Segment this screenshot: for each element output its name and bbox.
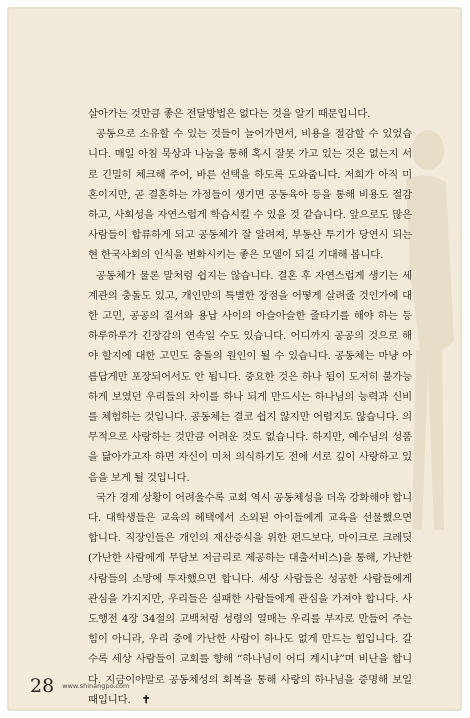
paragraph: 공동으로 소유할 수 있는 것들이 늘어가면서, 비용을 절감할 수 있었습니다. 매일 아침 묵상과 나눔을 통해 혹시 잘못 가고 있는 것은 없는지 서로 긴밀히 체크해 주어, 바른 선택을 하도록 도와줍니다. 저희가 아직 미혼이지만, 곧 결혼하는 가정들이 생기면 공동육아 등을 통해 비용도 절감하고, 사회성을 자연스럽게 학습시킬 수 있을 것 같습니다. 앞으로도 많은 사람들이 합류하게 되고 공동체가 잘 알려져, 부동산 투기가 당연시 되는 현 한국사회의 인식을 변화시키는 좋은 모델이 되길 기대해 봅니다. (88, 128, 412, 262)
cross-end-mark: ✝ (141, 693, 151, 706)
paragraph: 살아가는 것만큼 좋은 전달방법은 없다는 것을 알기 때문입니다. (88, 108, 371, 120)
paragraph: 공동체가 물론 말처럼 쉽지는 않습니다. 결혼 후 자연스럽게 생기는 세계관의 충돌도 있고, 개인만의 특별한 장점을 어떻게 살려줄 것인가에 대한 고민, 공공의 질서와 용납 사이의 아슬아슬한 줄타기를 해야 하는 등 하루하루가 긴장감의 연속일 수도 있습니다. 어디까지 공공의 것으로 해야 할지에 대한 고민도 충돌의 원인이 될 수 있습니다. 공동체는 마냥 아름답게만 포장되어서도 안 됩니다. 중요한 것은 하나 됨이 도저히 불가능하게 보였던 우리들의 차이를 하나 되게 만드시는 하나님의 능력과 신비를 체험하는 것입니다. 공동체는 결코 쉽지 않지만 어렵지도 않습니다. 의무적으로 사랑하는 것만큼 어려운 것도 없습니다. 하지만, 예수님의 성품을 닮아가고자 하면 자신이 미처 의식하기도 전에 서로 깊이 사랑하고 있음을 보게 될 것입니다. (88, 269, 412, 484)
paragraph-text: 국가 경제 상황이 어려울수록 교회 역시 공동체성을 더욱 강화해야 합니다. 대학생들은 교육의 혜택에서 소외된 아이들에게 교육을 선물했으면 합니다. 직장인들은 개인의 재산증식을 위한 펀드보다, 마이크로 크레딧(가난한 사람에게 무담보 저금리로 제공하는 대출서비스)을 통해, 가난한 사람들의 소망에 투자했으면 합니다. 세상 사람들은 성공한 사람들에게 관심을 가지지만, 우리들은 실패한 사람들에게 관심을 가져야 합니다. 사도행전 4장 34절의 고백처럼 성령의 열매는 우리를 부자로 만들어 주는 힘이 아니라, 우리 중에 가난한 사람이 하나도 없게 만드는 힘입니다. 갈수록 세상 사람들이 교회를 향해 “하나님이 어디 계시냐”며 비난을 합니다. 지금이야말로 공동체성의 회복을 통해 사랑의 하나님을 증명해 보일 때입니다. (88, 491, 412, 706)
article-body (88, 104, 412, 710)
page-number: 28 (30, 675, 55, 697)
page-footer (30, 675, 129, 697)
footer-url: www.shinangpo.com (62, 682, 130, 690)
paragraph-last (88, 488, 412, 710)
